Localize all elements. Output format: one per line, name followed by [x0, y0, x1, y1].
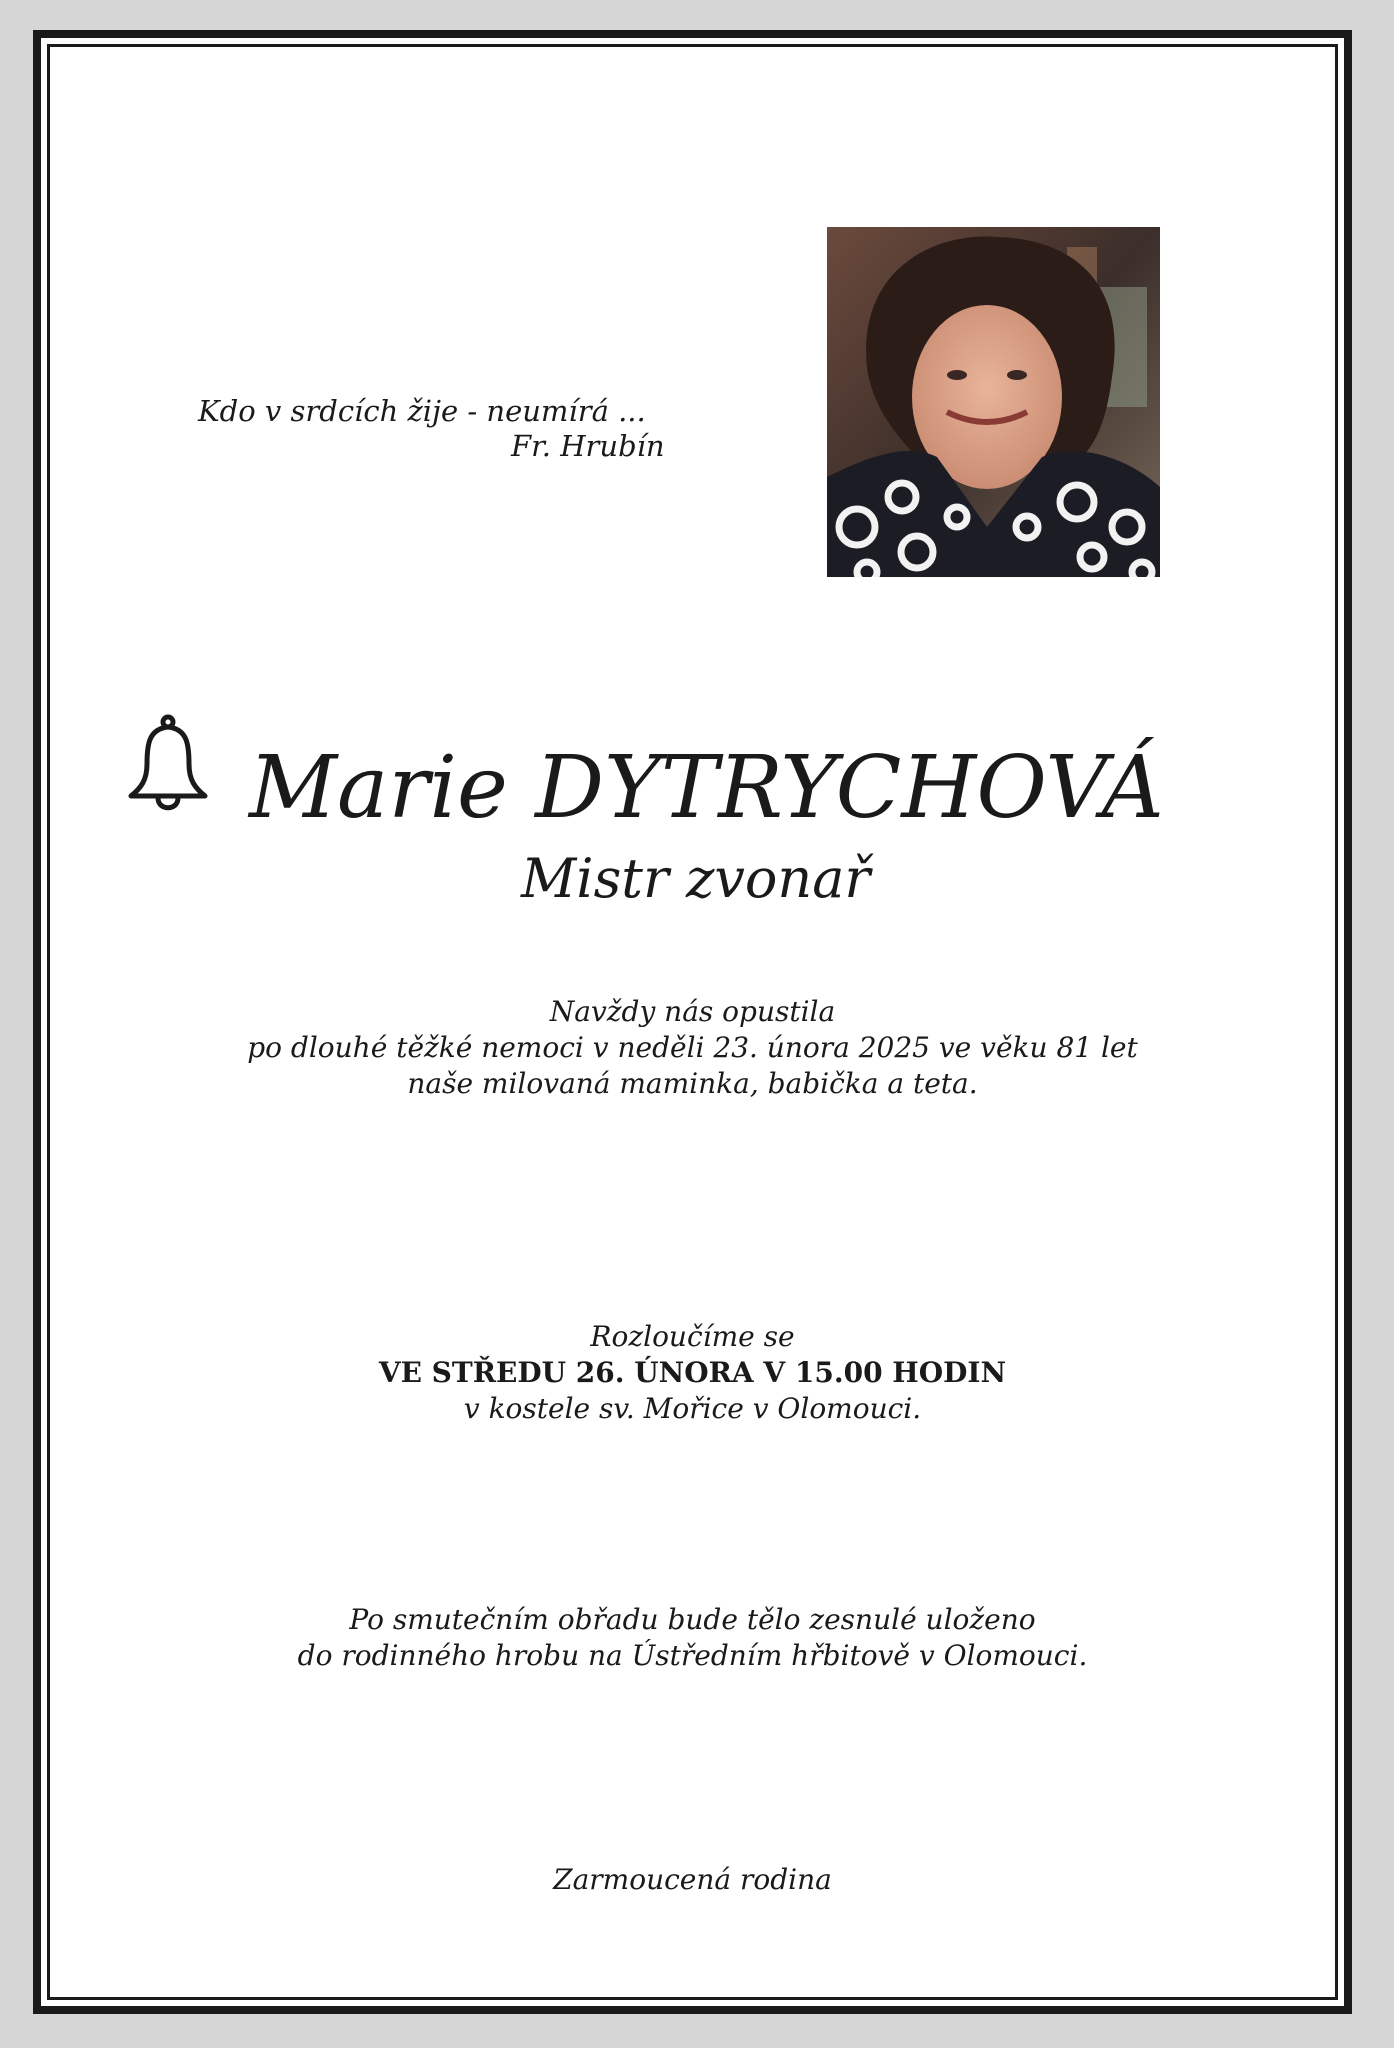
burial-line: Po smutečním obřadu bude tělo zesnulé uloženo: [349, 1603, 1036, 1636]
quote-author: Fr. Hrubín: [511, 429, 665, 463]
portrait-photo: [827, 227, 1160, 577]
burial-block: [41, 1602, 1344, 1674]
bell-icon: [127, 714, 209, 814]
obituary-card: [33, 30, 1352, 2014]
ceremony-place: v kostele sv. Mořice v Olomouci.: [463, 1392, 922, 1425]
signature: Zarmoucená rodina: [553, 1863, 832, 1896]
ceremony-block: [41, 1319, 1344, 1427]
announcement-line: Navždy nás opustila: [549, 995, 836, 1028]
ceremony-datetime: VE STŘEDU 26. ÚNORA V 15.00 HODIN: [378, 1356, 1007, 1389]
announcement-line: po dlouhé těžké nemoci v neděli 23. února 2025 ve věku 81 let: [247, 1031, 1138, 1064]
deceased-profession: Mistr zvonař: [521, 847, 871, 910]
announcement-block: [41, 994, 1344, 1102]
deceased-name: Marie DYTRYCHOVÁ: [249, 738, 1164, 838]
quote-text: Kdo v srdcích žije - neumírá ...: [198, 394, 646, 428]
burial-line: do rodinného hrobu na Ústředním hřbitově v Olomouci.: [297, 1639, 1088, 1672]
announcement-line: naše milovaná maminka, babička a teta.: [407, 1067, 978, 1100]
ceremony-intro: Rozloučíme se: [590, 1320, 795, 1353]
